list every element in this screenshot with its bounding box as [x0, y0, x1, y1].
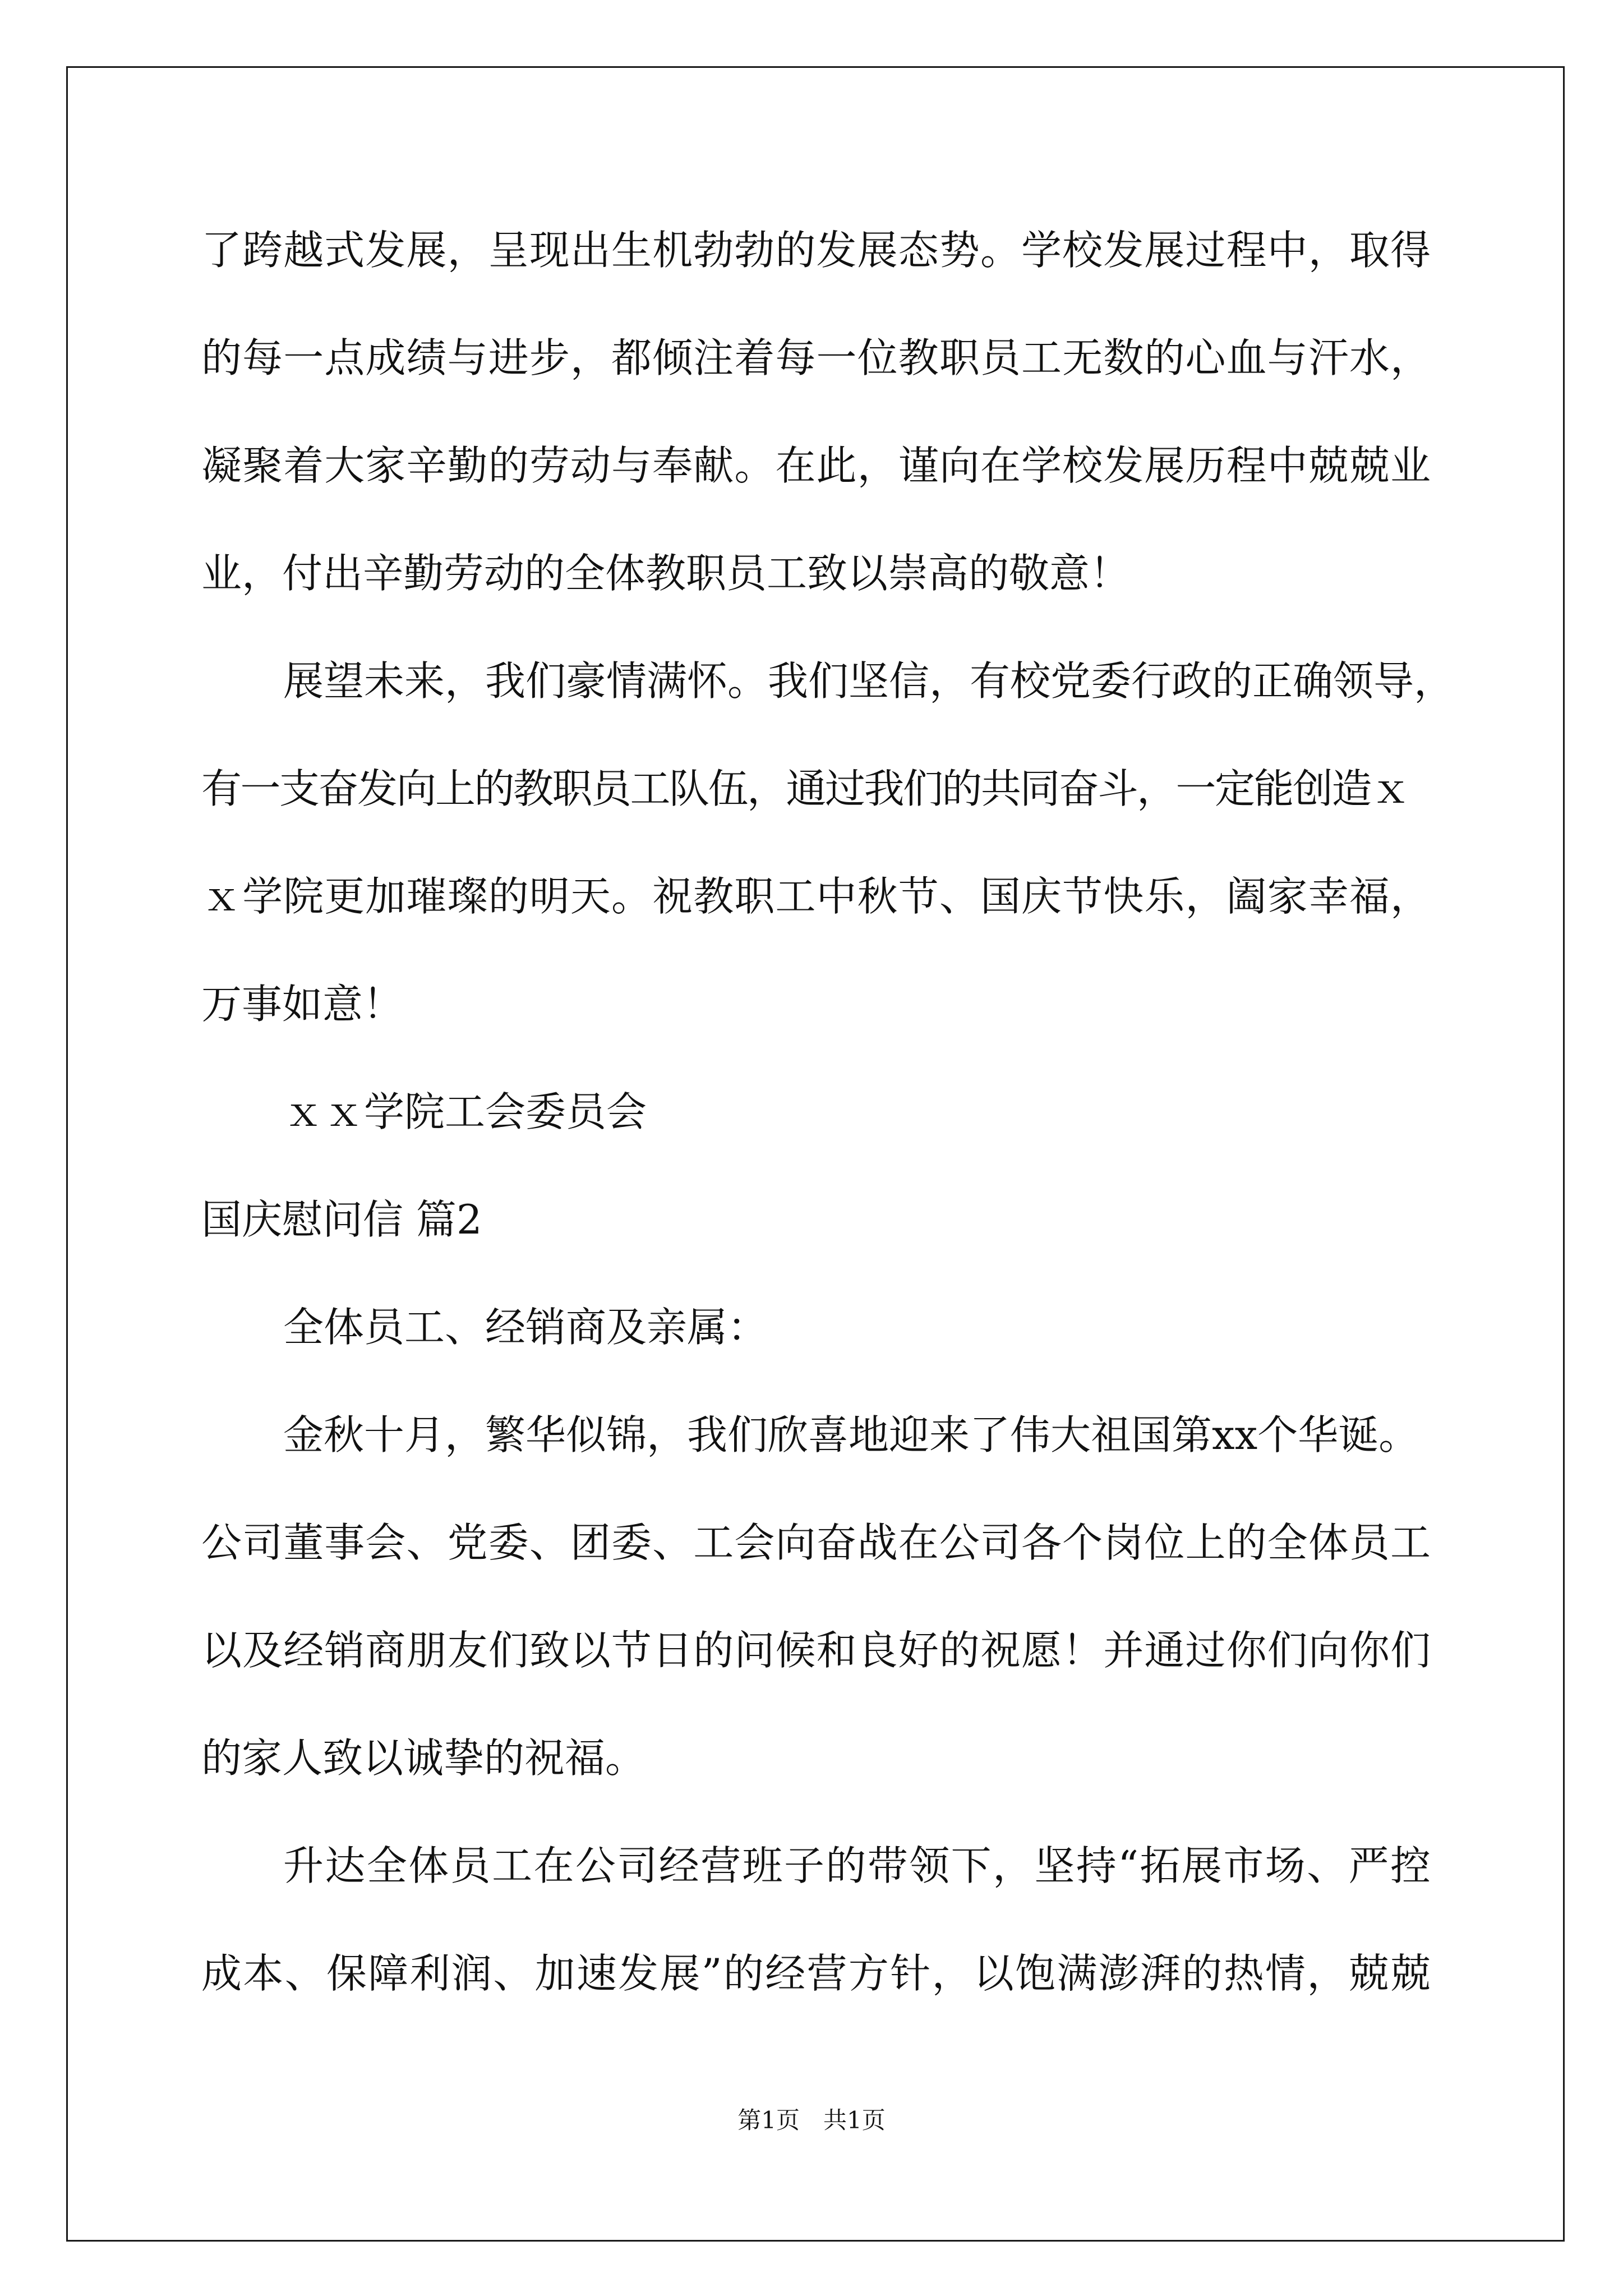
paragraph-line: ｘ学院更加璀璨的明天。祝教职工中秋节、国庆节快乐，阖家幸福， [201, 873, 1431, 920]
paragraph-line: 万事如意！ [201, 981, 404, 1028]
paragraph-line: 的家人致以诚挚的祝福。 [201, 1734, 646, 1782]
paragraph-line: 公司董事会、党委、团委、工会向奋战在公司各个岗位上的全体员工 [201, 1519, 1431, 1566]
paragraph-line: 凝聚着大家辛勤的劳动与奉献。在此，谨向在学校发展历程中兢兢业 [201, 442, 1431, 489]
paragraph-line: 有一支奋发向上的教职员工队伍，通过我们的共同奋斗，一定能创造ｘ [201, 765, 1410, 812]
page-total: 共1页 [823, 2106, 886, 2134]
paragraph-line: 的每一点成绩与进步，都倾注着每一位教职员工无数的心血与汗水， [201, 334, 1431, 381]
paragraph-line: 金秋十月，繁华似锦，我们欣喜地迎来了伟大祖国第xx个华诞。 [283, 1411, 1419, 1458]
paragraph-line: 了跨越式发展，呈现出生机勃勃的发展态势。学校发展过程中，取得 [201, 227, 1431, 274]
paragraph-line: 成本、保障利润、加速发展”的经营方针，以饱满澎湃的热情，兢兢 [201, 1950, 1431, 1997]
section-heading: 国庆慰问信 篇2 [201, 1196, 482, 1243]
salutation-line: 全体员工、经销商及亲属： [283, 1304, 768, 1351]
paragraph-line: 以及经销商朋友们致以节日的问候和良好的祝愿！并通过你们向你们 [201, 1627, 1431, 1674]
signature-line: ｘｘ学院工会委员会 [283, 1088, 647, 1135]
page-footer [0, 2104, 1623, 2137]
paragraph-line: 升达全体员工在公司经营班子的带领下，坚持“拓展市场、严控 [283, 1842, 1431, 1889]
document-body [201, 196, 1455, 2027]
paragraph-line: 展望未来，我们豪情满怀。我们坚信，有校党委行政的正确领导， [283, 657, 1455, 705]
page-number: 第1页 [737, 2106, 800, 2134]
paragraph-line: 业，付出辛勤劳动的全体教职员工致以崇高的敬意！ [201, 550, 1131, 597]
